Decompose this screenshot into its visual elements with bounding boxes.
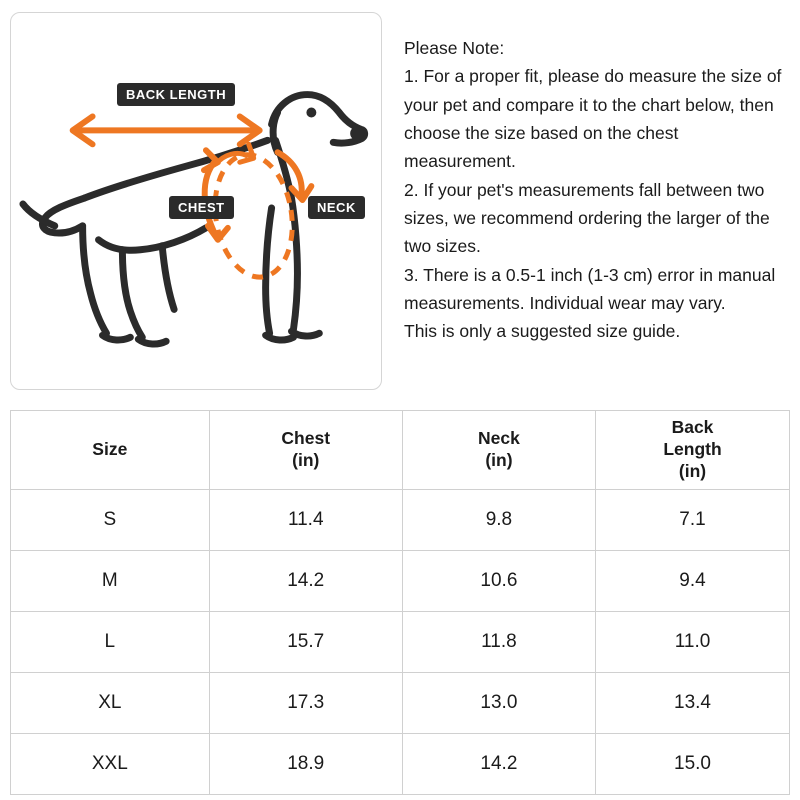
header-neck-line2: (in) [485,450,513,470]
cell-back-length: 9.4 [596,551,790,612]
cell-chest: 17.3 [209,673,402,734]
note-item-1: 1. For a proper fit, please do measure the size of your pet and compare it to the chart below, then choose the size based on the chest measurement. [404,66,782,172]
cell-size: M [11,551,210,612]
notes-panel [382,12,790,346]
cell-chest: 11.4 [209,490,402,551]
dog-measurement-diagram [10,12,382,390]
cell-neck: 14.2 [402,734,595,795]
cell-neck: 9.8 [402,490,595,551]
size-chart-table [10,410,790,795]
cell-size: XL [11,673,210,734]
note-item-3: 3. There is a 0.5-1 inch (1-3 cm) error in manual measurements. Individual wear may vary. [404,264,776,314]
cell-back-length: 13.4 [596,673,790,734]
cell-neck: 13.0 [402,673,595,734]
header-chest-line2: (in) [292,450,320,470]
cell-size: S [11,490,210,551]
table-header-row [11,411,790,490]
header-back-length [596,411,790,490]
cell-back-length: 15.0 [596,734,790,795]
table-row [11,734,790,795]
cell-size: L [11,612,210,673]
back-length-arrow [73,116,260,144]
table-row [11,551,790,612]
header-chest-line1: Chest [281,428,331,449]
table-row [11,612,790,673]
back-length-label: BACK LENGTH [117,83,235,106]
table-row [11,673,790,734]
header-neck [402,411,595,490]
top-section [10,12,790,404]
cell-neck: 11.8 [402,612,595,673]
neck-label: NECK [308,196,365,219]
cell-back-length: 7.1 [596,490,790,551]
note-item-4: This is only a suggested size guide. [404,321,681,342]
cell-back-length: 11.0 [596,612,790,673]
cell-size: XXL [11,734,210,795]
dog-eye [306,108,316,118]
header-chest [209,411,402,490]
header-back-length-line2: Length [663,439,722,460]
dog-nose [350,126,364,140]
cell-chest: 14.2 [209,551,402,612]
header-size-line1: Size [92,439,128,460]
table-row [11,490,790,551]
header-size [11,411,210,490]
chest-label: CHEST [169,196,234,219]
note-item-2: 2. If your pet's measurements fall between two sizes, we recommend ordering the larger of the two sizes. [404,179,770,257]
cell-chest: 15.7 [209,612,402,673]
header-back-length-line1: Back [671,417,714,438]
header-neck-line1: Neck [478,428,520,449]
cell-chest: 18.9 [209,734,402,795]
notes-heading: Please Note: [404,38,505,58]
header-back-length-line3: (in) [678,460,707,481]
cell-neck: 10.6 [402,551,595,612]
